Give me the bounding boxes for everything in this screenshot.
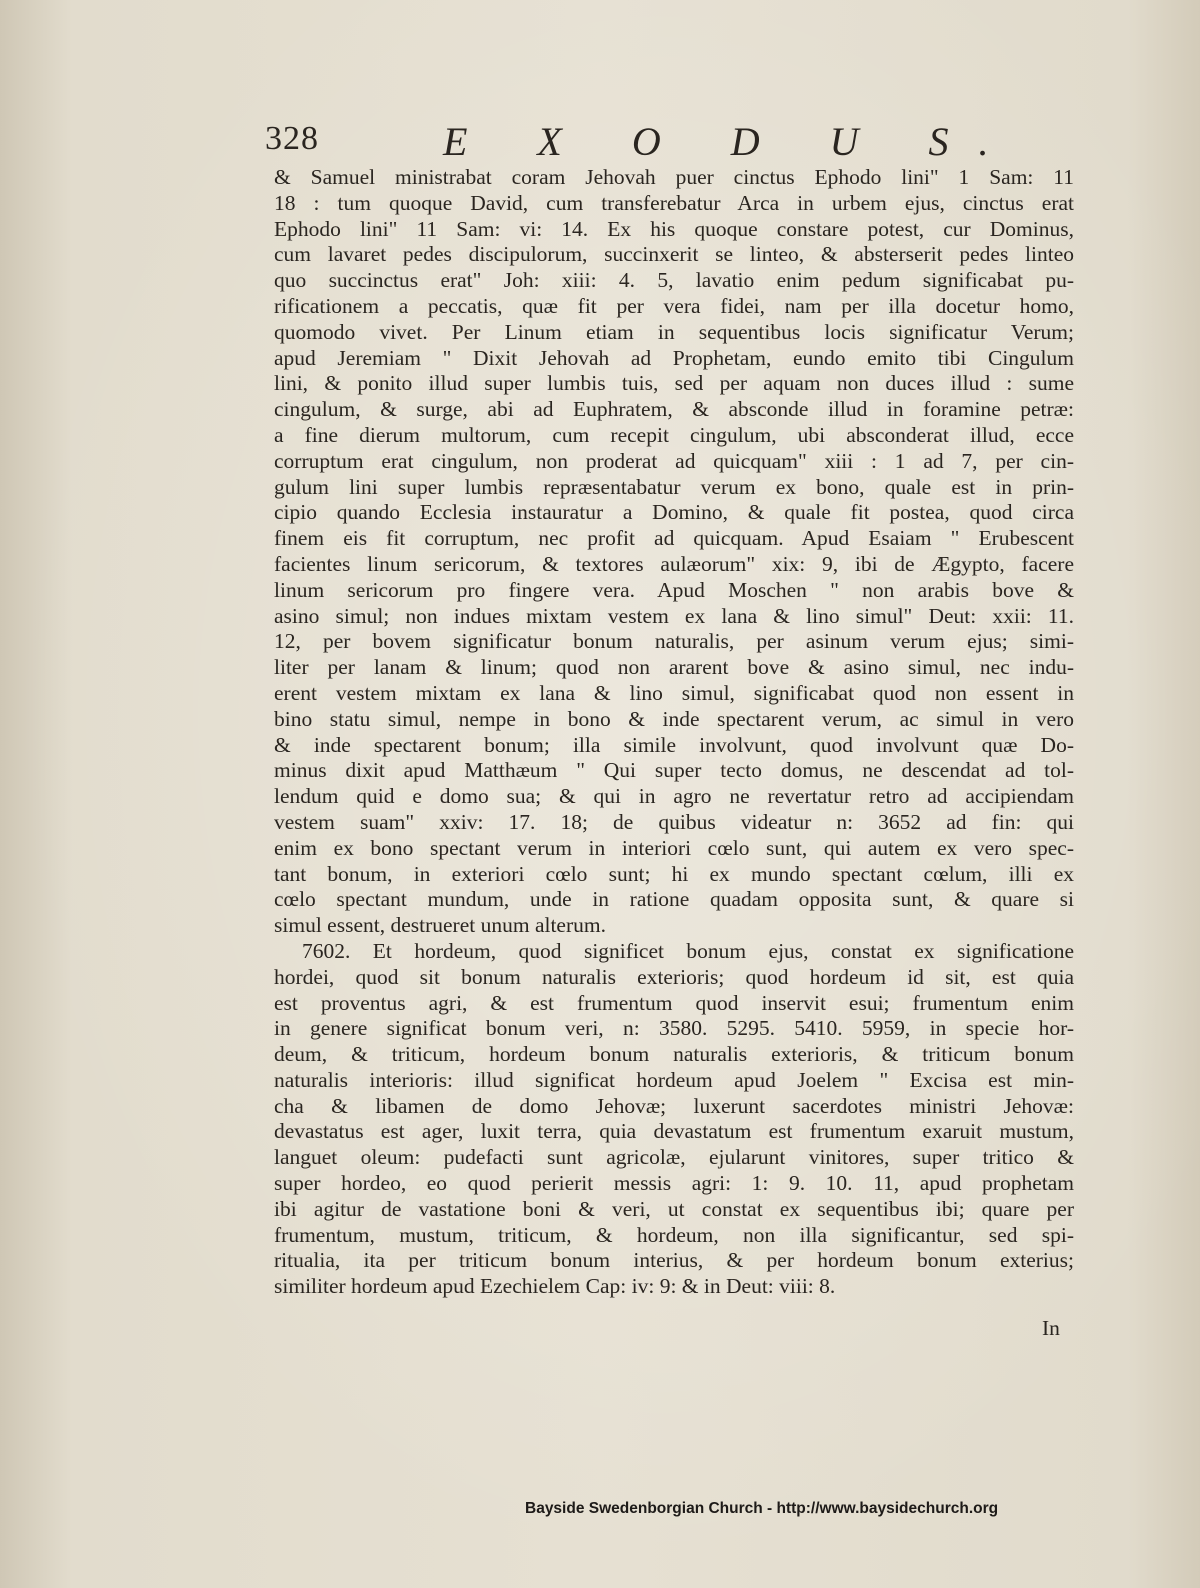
text-line: bino statu simul, nempe in bono & inde spectarent verum, ac simul in vero (274, 706, 1074, 731)
text-line: lini, & ponito illud super lumbis tuis, sed per aquam non duces illud : sume (274, 371, 1074, 396)
text-line: cingulum, & surge, abi ad Euphratem, & absconde illud in foramine petræ: (274, 397, 1074, 422)
text-line: apud Jeremiam " Dixit Jehovah ad Prophetam, eundo emito tibi Cingulum (274, 345, 1074, 370)
text-line: & Samuel ministrabat coram Jehovah puer cinctus Ephodo lini" 1 Sam: 11 (274, 165, 1074, 189)
text-line: linum sericorum pro fingere vera. Apud Moschen " non arabis bove & (274, 577, 1074, 602)
text-line: quo succinctus erat" Joh: xiii: 4. 5, lavatio enim pedum significabat pu- (274, 268, 1074, 293)
text-line: est proventus agri, & est frumentum quod inservit esui; frumentum enim (274, 990, 1074, 1015)
page-header (265, 118, 1080, 166)
text-line: in genere significat bonum veri, n: 3580. 5295. 5410. 5959, in specie hor- (274, 1016, 1074, 1041)
text-line: a fine dierum multorum, cum recepit cingulum, ubi absconderat illud, ecce (274, 422, 1074, 447)
text-line: hordei, quod sit bonum naturalis exterioris; quod hordeum id sit, est quia (274, 964, 1074, 989)
text-line: vestem suam" xxiv: 17. 18; de quibus videatur n: 3652 ad fin: qui (274, 809, 1074, 834)
text-line: asino simul; non indues mixtam vestem ex lana & lino simul" Deut: xxii: 11. (274, 603, 1074, 628)
text-line: similiter hordeum apud Ezechielem Cap: iv: 9: & in Deut: viii: 8. (274, 1274, 836, 1299)
footer-credit: Bayside Swedenborgian Church - http://www.baysidechurch.org (525, 1500, 999, 1517)
running-title: E X O D U S. (443, 119, 1019, 164)
text-line: cum lavaret pedes discipulorum, succinxerit se linteo, & absterserit pedes linteo (274, 242, 1074, 267)
catchword: In (1042, 1316, 1060, 1340)
text-line: Ephodo lini" 11 Sam: vi: 14. Ex his quoque constare potest, cur Dominus, (274, 216, 1074, 241)
text-line: deum, & triticum, hordeum bonum naturalis exterioris, & triticum bonum (274, 1042, 1074, 1067)
body-text (274, 165, 1074, 1300)
text-line: erent vestem mixtam ex lana & lino simul, significabat quod non essent in (274, 680, 1074, 705)
text-line: quomodo vivet. Per Linum etiam in sequentibus locis significatur Verum; (274, 319, 1074, 344)
text-line: 12, per bovem significatur bonum naturalis, per asinum verum ejus; simi- (274, 629, 1074, 654)
text-line: simul essent, destrueret unum alterum. (274, 913, 606, 938)
text-line: naturalis interioris: illud significat hordeum apud Joelem " Excisa est min- (274, 1067, 1074, 1092)
text-line: ibi agitur de vastatione boni & veri, ut constat ex sequentibus ibi; quare per (274, 1196, 1074, 1221)
text-line: tant bonum, in exteriori cœlo sunt; hi ex mundo spectant cœlum, illi ex (274, 861, 1074, 886)
text-line: cipio quando Ecclesia instauratur a Domino, & quale fit postea, quod circa (274, 500, 1074, 525)
text-line: corruptum erat cingulum, non proderat ad quicquam" xiii : 1 ad 7, per cin- (274, 448, 1074, 473)
text-line: cœlo spectant mundum, unde in ratione quadam opposita sunt, & quare si (274, 887, 1074, 912)
text-line: facientes linum sericorum, & textores aulæorum" xix: 9, ibi de Ægypto, facere (274, 551, 1074, 576)
text-line: liter per lanam & linum; quod non ararent bove & asino simul, nec indu- (274, 655, 1074, 680)
text-line: finem eis fit corruptum, nec profit ad quicquam. Apud Esaiam " Erubescent (274, 526, 1074, 551)
text-line: & inde spectarent bonum; illa simile involvunt, quod involvunt quæ Do- (274, 732, 1074, 757)
text-line: devastatus est ager, luxit terra, quia devastatum est frumentum exaruit mustum, (274, 1119, 1074, 1144)
text-line: 18 : tum quoque David, cum transferebatur Arca in urbem ejus, cinctus erat (274, 190, 1074, 215)
text-line: minus dixit apud Matthæum " Qui super tecto domus, ne descendat ad tol- (274, 758, 1074, 783)
text-line: lendum quid e domo sua; & qui in agro ne revertatur retro ad accipiendam (274, 784, 1074, 809)
text-line: cha & libamen de domo Jehovæ; luxerunt sacerdotes ministri Jehovæ: (274, 1093, 1074, 1118)
text-line: super hordeo, eo quod perierit messis agri: 1: 9. 10. 11, apud prophetam (274, 1171, 1074, 1196)
text-line: enim ex bono spectant verum in interiori cœlo sunt, qui autem ex vero spec- (274, 835, 1074, 860)
page-number: 328 (265, 120, 319, 157)
text-line: ritualia, ita per triticum bonum interius, & per hordeum bonum exterius; (274, 1248, 1074, 1273)
text-line: gulum lini super lumbis repræsentabatur verum ex bono, quale est in prin- (274, 474, 1074, 499)
text-line: rificationem a peccatis, quæ fit per vera fidei, nam per illa docetur homo, (274, 293, 1074, 318)
text-line: 7602. Et hordeum, quod significet bonum ejus, constat ex significatione (302, 938, 1074, 963)
text-line: frumentum, mustum, triticum, & hordeum, non illa significantur, sed spi- (274, 1222, 1074, 1247)
text-line: languet oleum: pudefacti sunt agricolæ, ejularunt vinitores, super tritico & (274, 1145, 1074, 1170)
